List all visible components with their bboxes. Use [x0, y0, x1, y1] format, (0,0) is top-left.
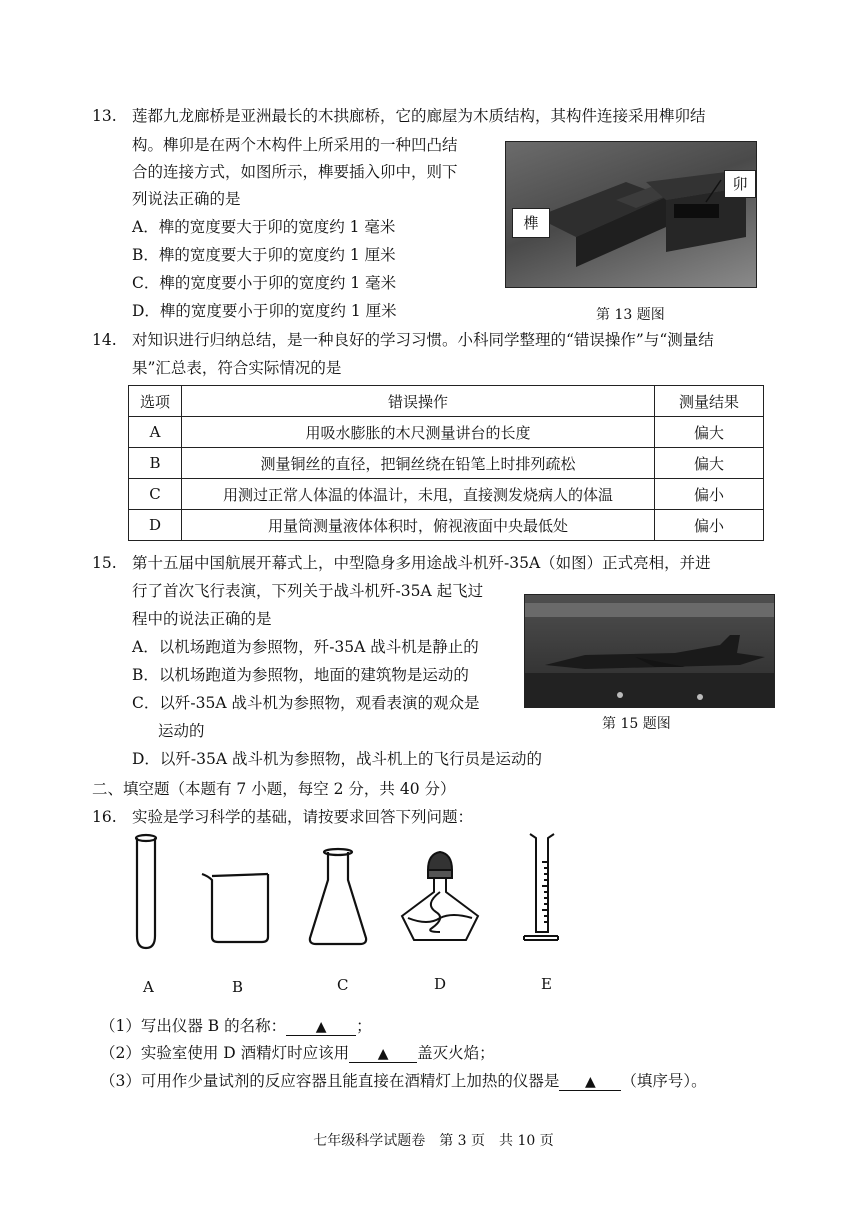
q16-sub3: （3）可用作少量试剂的反应容器且能直接在酒精灯上加热的仪器是 ▲ （填序号）。 [100, 1072, 707, 1090]
q15-line3: 程中的说法正确的是 [132, 610, 272, 628]
table-cell: 用测过正常人体温的体温计，未甩，直接测发烧病人的体温 [182, 479, 655, 510]
q15-line1: 15. 第十五届中国航展开幕式上，中型隐身多用途战斗机歼-35A（如图）正式亮相，并进 [92, 554, 711, 572]
test-tube-icon [136, 835, 156, 948]
q13-option-c: C．榫的宽度要小于卯的宽度约 1 毫米 [132, 274, 397, 292]
apparatus-label-a: A [143, 978, 154, 996]
fighter-jet-icon [525, 595, 774, 707]
table-cell: B [129, 448, 182, 479]
header-option: 选项 [129, 386, 182, 417]
answer-blank-1[interactable]: ▲ [286, 1019, 356, 1036]
q16-number: 16. [92, 808, 117, 826]
page-footer: 七年级科学试题卷 第 3 页 共 10 页 [313, 1133, 554, 1149]
mortise-label: 卯 [724, 170, 756, 198]
table-row [129, 448, 764, 479]
table-row [129, 417, 764, 448]
apparatus-label-c: C [337, 976, 349, 994]
lab-apparatus-drawings [128, 832, 588, 957]
table-header-row [129, 386, 764, 417]
table-cell: 偏大 [655, 448, 764, 479]
apparatus-label-e: E [541, 975, 552, 993]
q13-line1: 13. 莲都九龙廊桥是亚洲最长的木拱廊桥，它的廊屋为木质结构，其构件连接采用榫卯结 [92, 107, 706, 125]
q15-line2: 行了首次飞行表演，下列关于战斗机歼-35A 起飞过 [132, 582, 484, 600]
table-cell: 用吸水膨胀的木尺测量讲台的长度 [182, 417, 655, 448]
alcohol-lamp-icon [402, 852, 478, 940]
table-cell: D [129, 510, 182, 541]
table-cell: 偏小 [655, 510, 764, 541]
q16-sub2: （2）实验室使用 D 酒精灯时应该用 ▲ 盖灭火焰； [100, 1044, 495, 1062]
q16-line1: 16. 实验是学习科学的基础，请按要求回答下列问题： [92, 808, 474, 826]
table-cell: 用量筒测量液体体积时，俯视液面中央最低处 [182, 510, 655, 541]
q13-option-a: A．榫的宽度要大于卯的宽度约 1 毫米 [132, 218, 396, 236]
q13-line4: 列说法正确的是 [132, 190, 241, 208]
table-cell: C [129, 479, 182, 510]
beaker-icon [202, 874, 268, 942]
table-cell: 测量铜丝的直径，把铜丝绕在铅笔上时排列疏松 [182, 448, 655, 479]
table-cell: A [129, 417, 182, 448]
graduated-cylinder-icon [524, 834, 558, 940]
answer-blank-2[interactable]: ▲ [349, 1046, 417, 1063]
q15-option-a: A．以机场跑道为参照物，歼-35A 战斗机是静止的 [132, 638, 479, 656]
q15-number: 15. [92, 554, 117, 572]
header-operation: 错误操作 [182, 386, 655, 417]
header-result: 测量结果 [655, 386, 764, 417]
tenon-label: 榫 [512, 208, 550, 238]
table-row [129, 479, 764, 510]
q16-sub1: （1）写出仪器 B 的名称： ▲ ； [100, 1017, 372, 1035]
q13-number: 13. [92, 107, 117, 125]
q13-caption: 第 13 题图 [596, 307, 665, 323]
q15-option-d: D．以歼-35A 战斗机为参照物，战斗机上的飞行员是运动的 [132, 750, 543, 768]
q15-option-b: B．以机场跑道为参照物，地面的建筑物是运动的 [132, 666, 469, 684]
table-row [129, 510, 764, 541]
q13-option-d: D．榫的宽度要小于卯的宽度约 1 厘米 [132, 302, 397, 320]
q14-summary-table [128, 385, 764, 541]
q13-option-b: B．榫的宽度要大于卯的宽度约 1 厘米 [132, 246, 396, 264]
q13-line2: 构。榫卯是在两个木构件上所采用的一种凹凸结 [132, 136, 458, 154]
q14-number: 14. [92, 331, 117, 349]
q13-line3: 合的连接方式，如图所示，榫要插入卯中，则下 [132, 163, 458, 181]
table-cell: 偏大 [655, 417, 764, 448]
q15-option-c-cont: 运动的 [158, 722, 205, 740]
apparatus-label-b: B [232, 978, 244, 996]
apparatus-label-d: D [434, 975, 447, 993]
q15-option-c: C．以歼-35A 战斗机为参照物，观看表演的观众是 [132, 694, 480, 712]
q15-fighter-jet-photo [524, 594, 775, 708]
conical-flask-icon [310, 849, 366, 944]
q13-tenon-mortise-photo [505, 141, 757, 288]
q15-caption: 第 15 题图 [602, 716, 671, 732]
q14-line1: 14. 对知识进行归纳总结，是一种良好的学习习惯。小科同学整理的“错误操作”与“测量结 [92, 331, 714, 349]
answer-blank-3[interactable]: ▲ [559, 1074, 621, 1091]
table-cell: 偏小 [655, 479, 764, 510]
q14-line2: 果”汇总表，符合实际情况的是 [132, 359, 342, 377]
section2-title: 二、填空题（本题有 7 小题，每空 2 分，共 40 分） [92, 780, 456, 798]
